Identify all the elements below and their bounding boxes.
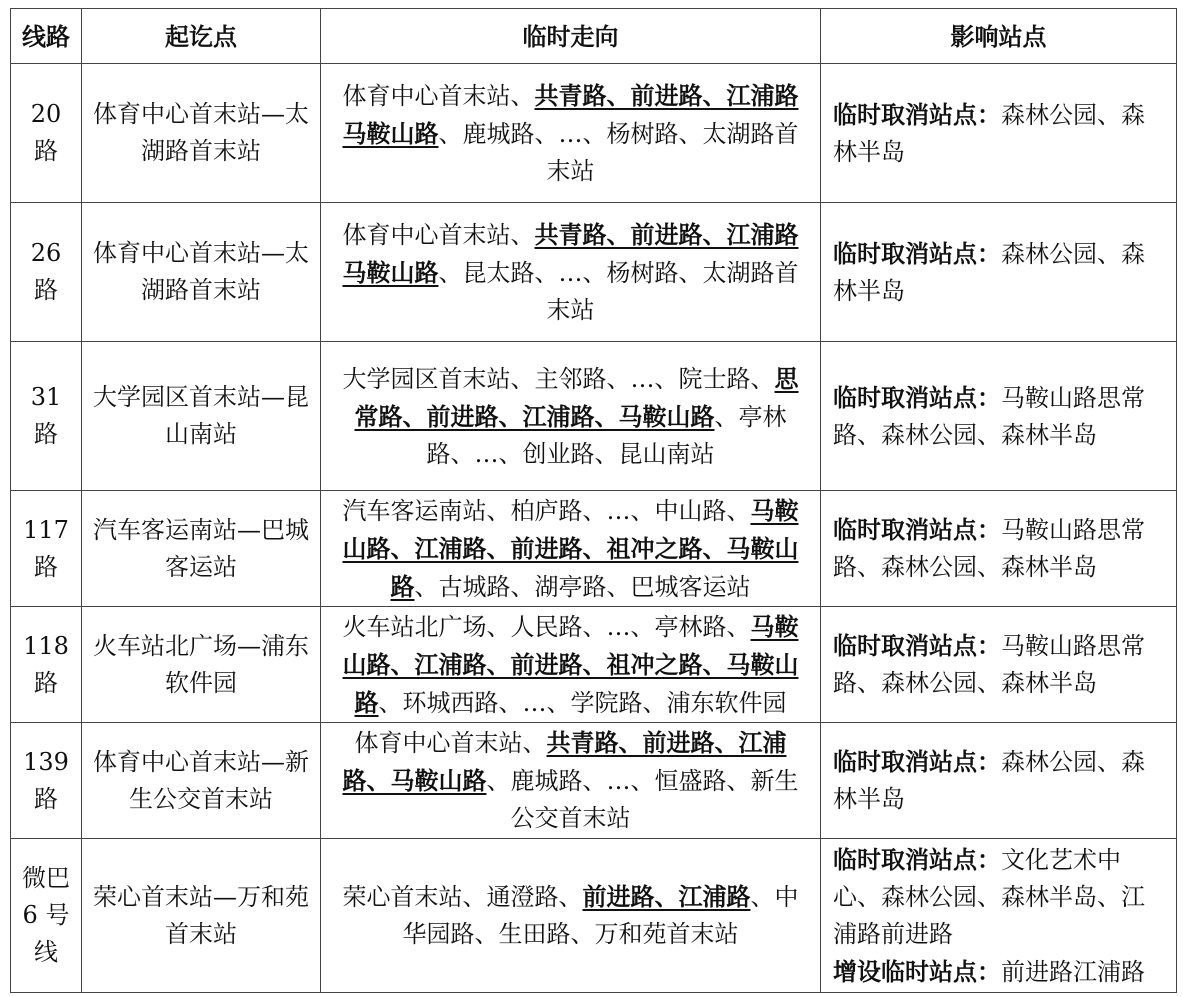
terminals-cell: 荣心首末站—万和苑首末站 — [82, 839, 321, 993]
route-cell: 118 路 — [11, 607, 82, 723]
table-row — [11, 839, 1177, 993]
header-row — [11, 9, 1177, 64]
impact-entry — [833, 743, 1166, 818]
table-row — [11, 723, 1177, 839]
impact-cell — [821, 342, 1177, 491]
impact-cell — [821, 839, 1177, 993]
route-cell: 26 路 — [11, 203, 82, 342]
route-cell: 117 路 — [11, 491, 82, 607]
impact-label: 临时取消站点： — [833, 382, 1001, 412]
detour-segment: 体育中心首末站、 — [342, 81, 535, 110]
detour-segment: 、古城路、湖亭路、巴城客运站 — [414, 572, 751, 601]
detour-segment: 、昆太路、…、杨树路、太湖路首末站 — [438, 258, 799, 324]
detour-highlight-segment: 马鞍山路、江浦路、前进路、祖冲之路、马鞍山路 — [342, 495, 799, 601]
impact-cell — [821, 491, 1177, 607]
table-row — [11, 607, 1177, 723]
detour-segment: 、环城西路、…、学院路、浦东软件园 — [378, 688, 787, 717]
impact-cell — [821, 203, 1177, 342]
impact-entry — [833, 235, 1166, 310]
impact-entry — [833, 379, 1166, 454]
detour-cell — [321, 203, 821, 342]
detour-highlight-segment: 马鞍山路、江浦路、前进路、祖冲之路、马鞍山路 — [342, 611, 799, 717]
impact-cell — [821, 607, 1177, 723]
terminals-cell: 体育中心首末站—新生公交首末站 — [82, 723, 321, 839]
route-cell: 139 路 — [11, 723, 82, 839]
impact-value: 森林公园、森林半岛 — [833, 100, 1145, 166]
impact-entry — [833, 953, 1166, 991]
impact-value: 前进路江浦路 — [1001, 957, 1145, 986]
impact-entry — [833, 627, 1166, 702]
header-route: 线路 — [11, 9, 82, 64]
impact-cell — [821, 64, 1177, 203]
terminals-cell: 大学园区首末站—昆山南站 — [82, 342, 321, 491]
detour-segment: 、鹿城路、…、恒盛路、新生公交首末站 — [486, 767, 799, 832]
detour-highlight-segment: 前进路、江浦路 — [582, 882, 751, 911]
table-row — [11, 64, 1177, 203]
detour-cell — [321, 64, 821, 203]
detour-segment: 体育中心首末站、 — [342, 220, 535, 249]
route-cell: 31 路 — [11, 342, 82, 491]
detour-segment: 大学园区首末站、主邻路、…、院士路、 — [342, 364, 775, 393]
route-cell: 微巴 6 号线 — [11, 839, 82, 993]
detour-cell — [321, 607, 821, 723]
route-cell: 20 路 — [11, 64, 82, 203]
detour-cell — [321, 491, 821, 607]
impact-label: 临时取消站点： — [833, 99, 1001, 129]
detour-segment: 、中华园路、生田路、万和苑首末站 — [402, 883, 799, 948]
impact-value: 森林公园、森林半岛 — [833, 239, 1145, 305]
detour-segment: 荣心首末站、通澄路、 — [342, 883, 583, 911]
impact-label: 临时取消站点： — [833, 515, 1001, 544]
impact-entry — [833, 96, 1166, 171]
table-row — [11, 342, 1177, 491]
detour-highlight-segment: 共青路、前进路、江浦路马鞍山路 — [342, 80, 799, 148]
terminals-cell: 体育中心首末站—太湖路首末站 — [82, 203, 321, 342]
terminals-cell: 汽车客运南站—巴城客运站 — [82, 491, 321, 607]
impact-value: 马鞍山路思常路、森林公园、森林半岛 — [833, 383, 1145, 449]
terminals-cell: 体育中心首末站—太湖路首末站 — [82, 64, 321, 203]
terminals-cell: 火车站北广场—浦东软件园 — [82, 607, 321, 723]
detour-segment: 、亭林路、…、创业路、昆山南站 — [426, 402, 787, 468]
detour-highlight-segment: 共青路、前进路、江浦路、马鞍山路 — [342, 728, 787, 795]
route-change-table — [10, 8, 1177, 993]
header-detour: 临时走向 — [321, 9, 821, 64]
table-row — [11, 491, 1177, 607]
detour-segment: 体育中心首末站、 — [354, 729, 547, 757]
impact-value: 森林公园、森林半岛 — [833, 748, 1145, 813]
detour-segment: 汽车客运南站、柏庐路、…、中山路、 — [342, 496, 751, 525]
detour-cell — [321, 342, 821, 491]
header-impact: 影响站点 — [821, 9, 1177, 64]
detour-highlight-segment: 共青路、前进路、江浦路马鞍山路 — [342, 219, 799, 287]
header-terminals: 起讫点 — [82, 9, 321, 64]
impact-label: 临时取消站点： — [833, 844, 1001, 874]
detour-segment: 火车站北广场、人民路、…、亭林路、 — [342, 612, 751, 641]
detour-cell — [321, 723, 821, 839]
detour-segment: 、鹿城路、…、杨树路、太湖路首末站 — [438, 119, 799, 185]
impact-cell — [821, 723, 1177, 839]
detour-highlight-segment: 思常路、前进路、江浦路、马鞍山路 — [354, 363, 799, 431]
impact-label: 增设临时站点： — [833, 956, 1001, 986]
impact-label: 临时取消站点： — [833, 631, 1001, 660]
detour-cell — [321, 839, 821, 993]
impact-entry — [833, 841, 1166, 953]
impact-label: 临时取消站点： — [833, 747, 1001, 776]
impact-value: 马鞍山路思常路、森林公园、森林半岛 — [833, 632, 1145, 697]
impact-value: 文化艺术中心、森林公园、森林半岛、江浦路前进路 — [833, 845, 1145, 948]
table-row — [11, 203, 1177, 342]
impact-label: 临时取消站点： — [833, 238, 1001, 268]
impact-entry — [833, 511, 1166, 586]
impact-value: 马鞍山路思常路、森林公园、森林半岛 — [833, 516, 1145, 581]
